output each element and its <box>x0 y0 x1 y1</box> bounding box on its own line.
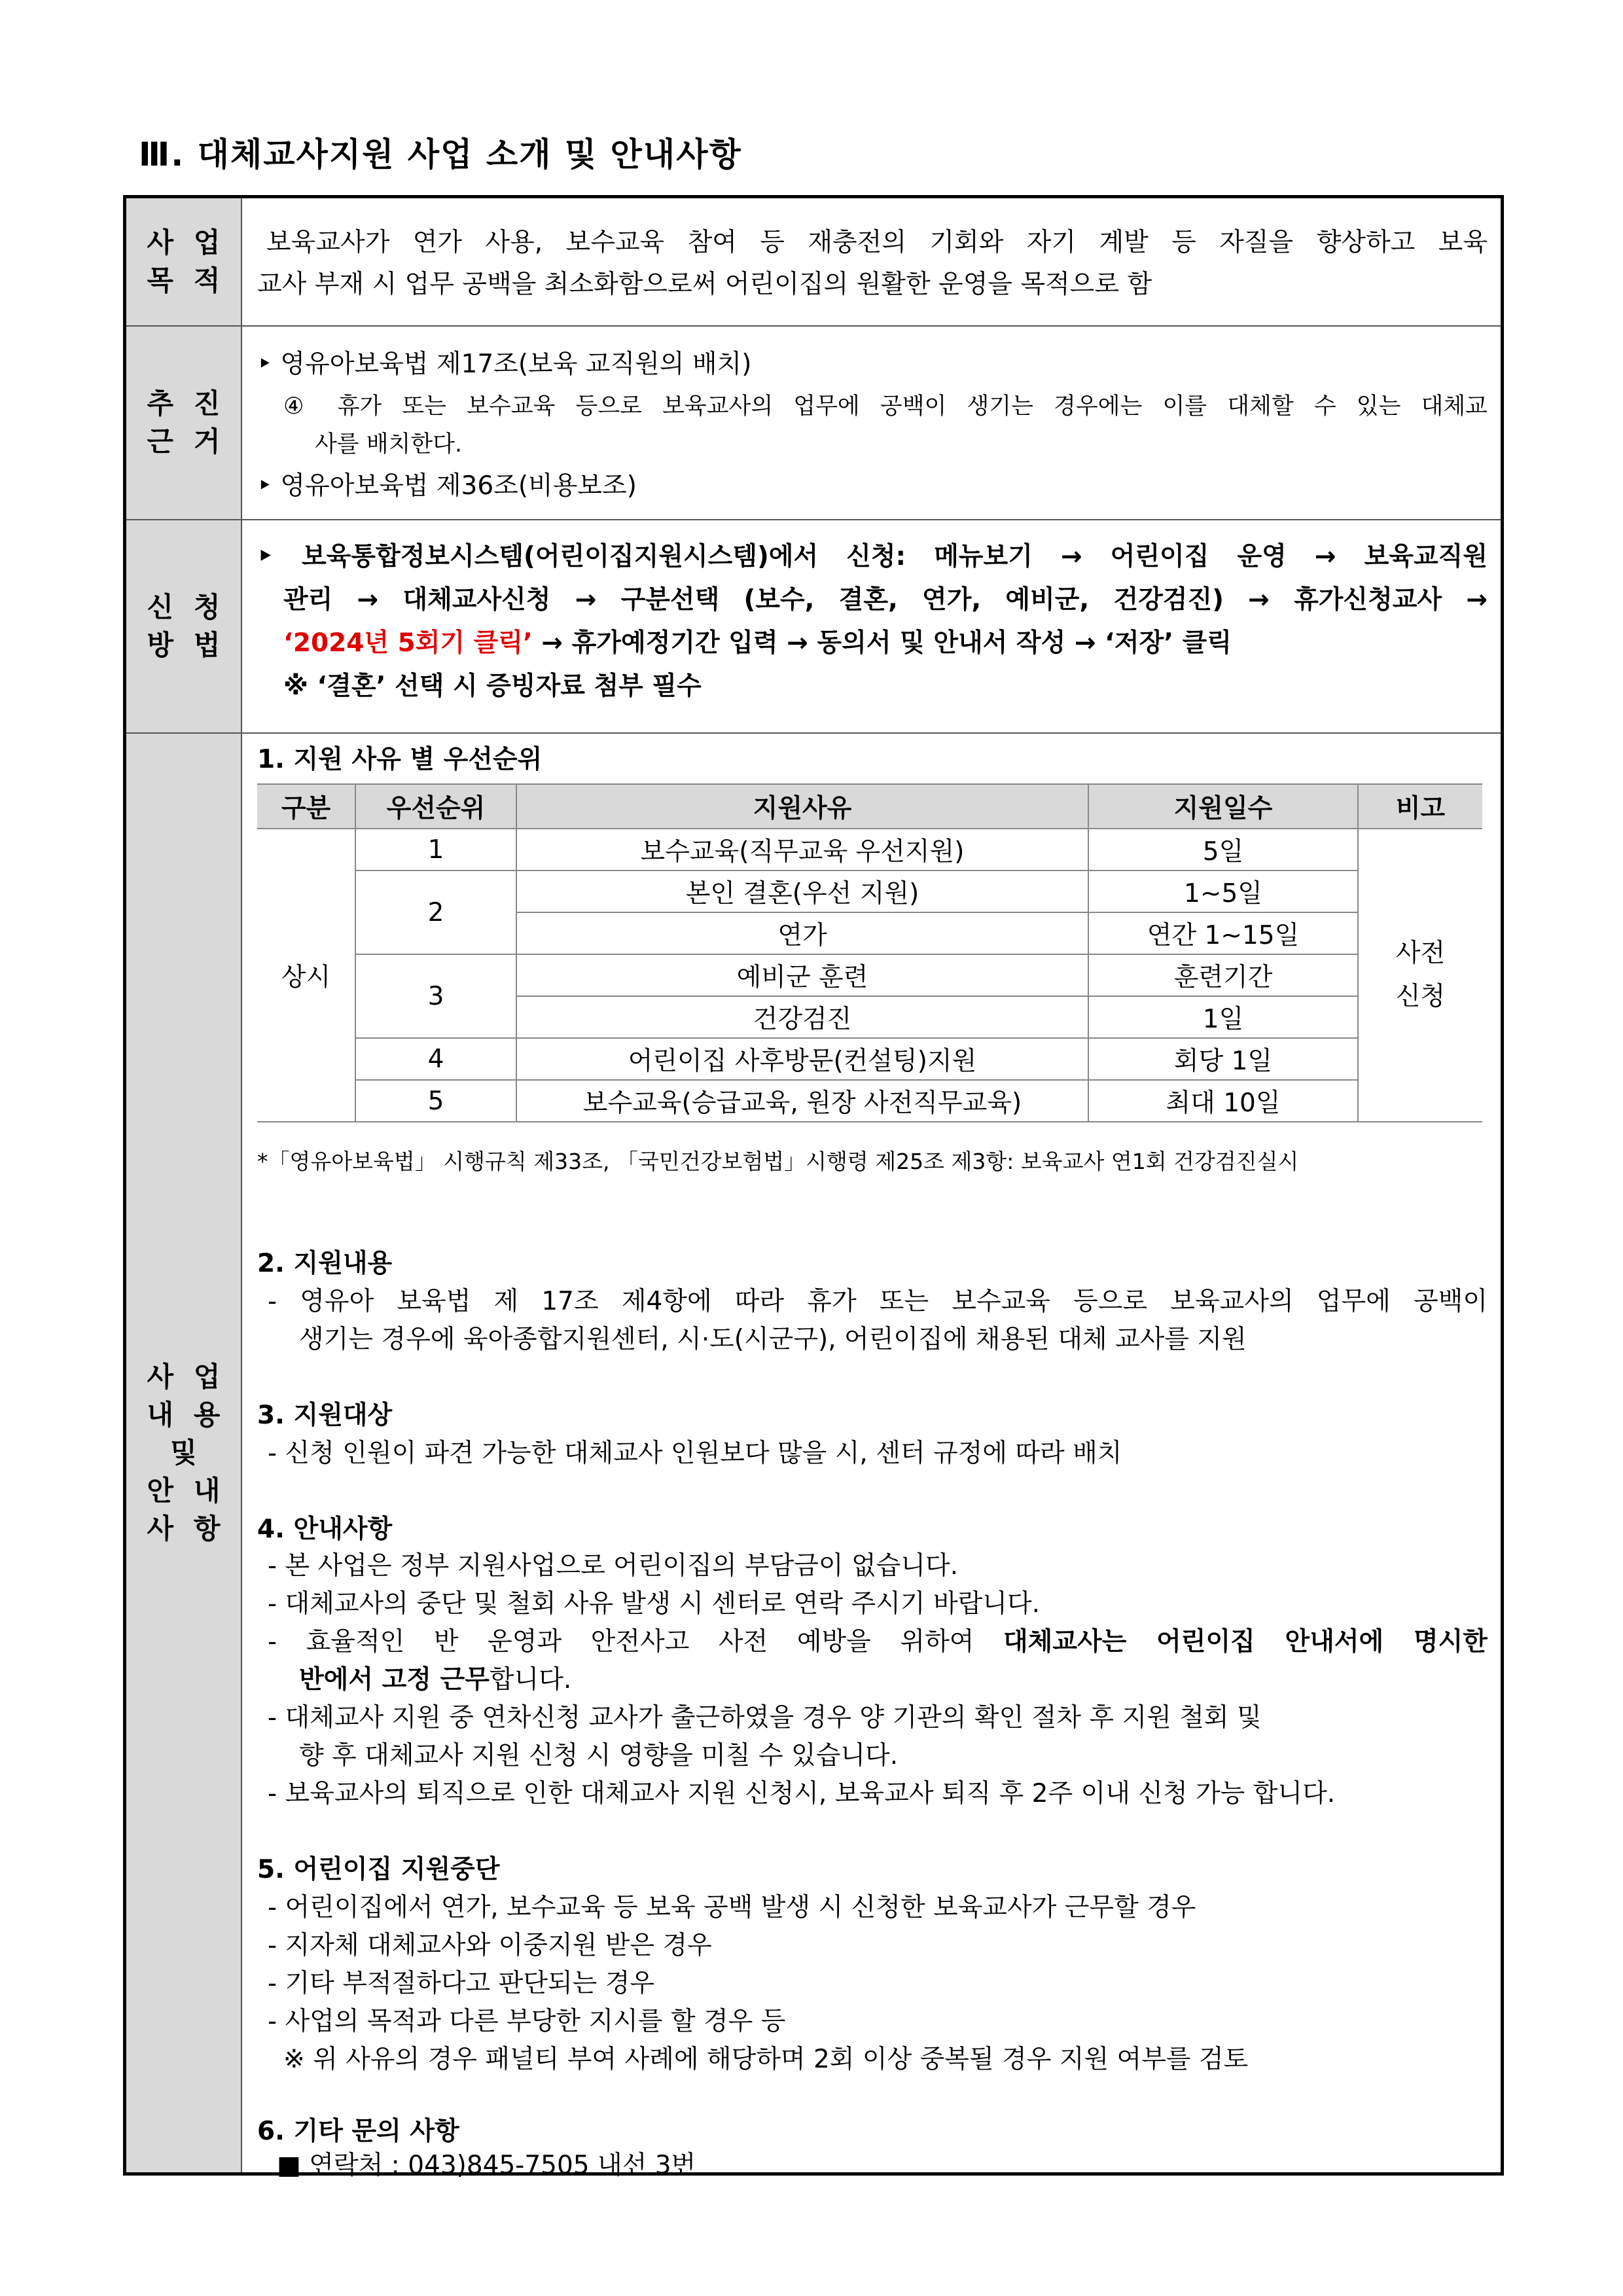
info-frame <box>123 195 1504 2180</box>
notice-line-5: - 대체교사 지원 중 연차신청 교사가 출근하였을 경우 양 기관의 확인 절차 후 지원 철회 및 <box>268 1703 1262 1732</box>
basis-row <box>126 327 1501 520</box>
suspend-line-3: - 기타 부적절하다고 판단되는 경우 <box>268 1969 655 1998</box>
apply-line-1: ‣ 보육통합정보시스템(어린이집지원시스템)에서 신청: 메뉴보기 → 어린이집 운영 → 보육교직원 <box>257 542 1488 571</box>
notice-line-3 <box>268 1621 1488 1658</box>
notice-line-2: - 대체교사의 중단 및 철회 사유 발생 시 센터로 연락 주시기 바랍니다. <box>268 1589 1041 1619</box>
purpose-line-2: 교사 부재 시 업무 공백을 최소화함으로써 어린이집의 원활한 운영을 목적으로 함 <box>257 270 1152 299</box>
table-row <box>257 870 1482 912</box>
support-line-2: 생기는 경우에 육아종합지원센터, 시·도(시군구), 어린이집에 채용된 대체 교사를 지원 <box>299 1325 1247 1354</box>
basis-law-1: ‣ 영유아보육법 제17조(보육 교직원의 배치) <box>257 350 752 379</box>
category-cell: 상시 <box>257 829 355 1122</box>
details-label-line: 내 용 <box>147 1399 221 1431</box>
reason-cell: 연가 <box>516 912 1088 954</box>
priority-table <box>257 783 1482 1122</box>
table-header: 지원사유 <box>516 784 1088 829</box>
days-cell: 회당 1일 <box>1088 1038 1358 1080</box>
table-header: 구분 <box>257 784 355 829</box>
reason-cell: 보수교육(승급교육, 원장 사전직무교육) <box>516 1080 1088 1122</box>
note-line: 사전 <box>1395 939 1446 968</box>
suspend-line-5: ※ 위 사유의 경우 패널티 부여 사례에 해당하며 2회 이상 중복될 경우 지원 여부를 검토 <box>283 2045 1249 2074</box>
heading-1: 1. 지원 사유 별 우선순위 <box>257 745 543 774</box>
heading-5: 5. 어린이집 지원중단 <box>257 1855 500 1884</box>
notice-line-6: 향 후 대체교사 지원 신청 시 영향을 미칠 수 있습니다. <box>299 1741 899 1770</box>
details-label-line: 사 업 <box>147 1361 221 1393</box>
notice-emphasis: 대체교사는 어린이집 안내서에 명시한 <box>1003 1627 1488 1657</box>
suspend-line-2: - 지자체 대체교사와 이중지원 받은 경우 <box>268 1931 712 1960</box>
purpose-label-line: 목 적 <box>147 264 221 296</box>
note-line: 신청 <box>1395 982 1446 1011</box>
apply-line-3-rest: → 휴가예정기간 입력 → 동의서 및 안내서 작성 → ‘저장’ 클릭 <box>541 628 1232 658</box>
notice-emphasis-cont: 반에서 고정 근무 <box>299 1665 490 1695</box>
apply-line-4: ※ ‘결혼’ 선택 시 증빙자료 첨부 필수 <box>283 672 702 701</box>
priority-cell: 3 <box>355 954 516 1038</box>
apply-row <box>126 520 1501 734</box>
basis-law-2: ‣ 영유아보육법 제36조(비용보조) <box>257 471 637 501</box>
support-line-1: - 영유아 보육법 제 17조 제4항에 따라 휴가 또는 보수교육 등으로 보육교사의 업무에 공백이 <box>268 1287 1488 1316</box>
days-cell: 연간 1~15일 <box>1088 912 1358 954</box>
reason-cell: 본인 결혼(우선 지원) <box>516 870 1088 912</box>
priority-cell: 5 <box>355 1080 516 1122</box>
notice-line-1: - 본 사업은 정부 지원사업으로 어린이집의 부담금이 없습니다. <box>268 1551 959 1581</box>
notice-line-4 <box>299 1659 571 1696</box>
basis-label-line: 근 거 <box>147 425 221 457</box>
heading-3: 3. 지원대상 <box>257 1401 393 1430</box>
priority-cell: 2 <box>355 870 516 954</box>
heading-6: 6. 기타 문의 사항 <box>257 2117 459 2146</box>
table-header: 비고 <box>1358 784 1482 829</box>
apply-period-highlight: ‘2024년 5회기 클릭’ <box>283 628 533 658</box>
days-cell: 훈련기간 <box>1088 954 1358 996</box>
purpose-row <box>126 198 1501 327</box>
details-label-line: 및 <box>170 1437 197 1469</box>
table-row <box>257 954 1482 996</box>
priority-cell: 1 <box>355 829 516 870</box>
reason-cell: 보수교육(직무교육 우선지원) <box>516 829 1088 870</box>
apply-label-line: 방 법 <box>147 629 221 661</box>
reason-cell: 어린이집 사후방문(컨설팅)지원 <box>516 1038 1088 1080</box>
days-cell: 5일 <box>1088 829 1358 870</box>
heading-2: 2. 지원내용 <box>257 1249 393 1278</box>
basis-label-line: 추 진 <box>147 387 221 420</box>
apply-label-line: 신 청 <box>147 591 221 623</box>
heading-4: 4. 안내사항 <box>257 1515 393 1544</box>
days-cell: 1일 <box>1088 996 1358 1038</box>
purpose-label-line: 사 업 <box>147 226 221 259</box>
reason-cell: 건강검진 <box>516 996 1088 1038</box>
days-cell: 최대 10일 <box>1088 1080 1358 1122</box>
apply-label <box>126 520 242 732</box>
notice-line-3-text: - 효율적인 반 운영과 안전사고 사전 예방을 위하여 <box>268 1627 974 1657</box>
details-label-line: 안 내 <box>147 1475 221 1507</box>
table-header-row <box>257 784 1482 829</box>
basis-label <box>126 327 242 519</box>
details-label-line: 사 항 <box>147 1513 221 1545</box>
target-line-1: - 신청 인원이 파견 가능한 대체교사 인원보다 많을 시, 센터 규정에 따라 배치 <box>268 1439 1122 1468</box>
contact-line: ■ 연락처 : 043)845-7505 내선 3번 <box>277 2151 696 2180</box>
page-title: Ⅲ. 대체교사지원 사업 소개 및 안내사항 <box>139 135 742 173</box>
notice-line-4-text: 합니다. <box>489 1665 572 1695</box>
purpose-line-1: 보육교사가 연가 사용, 보수교육 참여 등 재충전의 기회와 자기 계발 등 자질을 향상하고 보육 <box>266 228 1488 257</box>
table-row <box>257 829 1482 870</box>
suspend-line-4: - 사업의 목적과 다른 부당한 지시를 할 경우 등 <box>268 2007 786 2036</box>
table-header: 우선순위 <box>355 784 516 829</box>
details-row <box>126 734 1501 2180</box>
purpose-label <box>126 198 242 325</box>
table-row <box>257 1038 1482 1080</box>
suspend-line-1: - 어린이집에서 연가, 보수교육 등 보육 공백 발생 시 신청한 보육교사가 근무할 경우 <box>268 1893 1196 1922</box>
table-row <box>257 1080 1482 1122</box>
days-cell: 1~5일 <box>1088 870 1358 912</box>
basis-clause: ④ 휴가 또는 보수교육 등으로 보육교사의 업무에 공백이 생기는 경우에는 이를 대체할 수 있는 대체교 <box>283 393 1488 420</box>
note-cell <box>1358 829 1482 1122</box>
reason-cell: 예비군 훈련 <box>516 954 1088 996</box>
details-label <box>126 734 242 2172</box>
footnote: *「영유아보육법」 시행규칙 제33조, 「국민건강보험법」시행령 제25조 제3항: 보육교사 연1회 건강검진실시 <box>257 1149 1299 1174</box>
basis-clause-cont: 사를 배치한다. <box>315 431 463 457</box>
table-header: 지원일수 <box>1088 784 1358 829</box>
priority-cell: 4 <box>355 1038 516 1080</box>
apply-line-3 <box>283 622 1232 659</box>
notice-line-7: - 보육교사의 퇴직으로 인한 대체교사 지원 신청시, 보육교사 퇴직 후 2주 이내 신청 가능 합니다. <box>268 1779 1336 1808</box>
apply-line-2: 관리 → 대체교사신청 → 구분선택 (보수, 결혼, 연가, 예비군, 건강검진) → 휴가신청교사 → <box>283 585 1488 615</box>
